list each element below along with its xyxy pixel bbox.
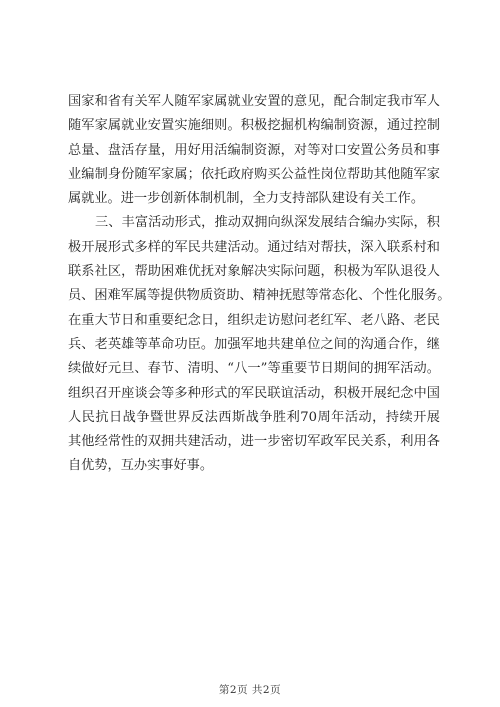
- text-line: 联系社区，帮助困难优抚对象解决实际问题，积极为军队退役人: [68, 264, 440, 280]
- text-line: 其他经常性的双拥共建活动，进一步密切军政军民关系，利用各: [68, 434, 440, 450]
- text-line: 业编制身份随军家属；依托政府购买公益性岗位帮助其他随军家: [68, 166, 440, 182]
- text-line: 在重大节日和重要纪念日，组织走访慰问老红军、老八路、老民: [68, 312, 440, 328]
- text-line: 随军家属就业安置实施细则。积极挖掘机构编制资源，通过控制: [68, 118, 440, 134]
- text-line: 极开展形式多样的军民共建活动。通过结对帮扶，深入联系村和: [68, 239, 440, 255]
- paragraph-2: [68, 211, 451, 478]
- page-footer: [0, 682, 500, 697]
- text-line: 人民抗日战争暨世界反法西斯战争胜利70周年活动，持续开展: [68, 409, 440, 425]
- text-line: 三、丰富活动形式，推动双拥向纵深发展结合编办实际，积: [95, 215, 440, 231]
- text-line: 续做好元旦、春节、清明、“八一”等重要节日期间的拥军活动。: [68, 361, 440, 377]
- text-line: 属就业。进一步创新体制机制，全力支持部队建设有关工作。: [68, 191, 425, 207]
- text-line: 员、困难军属等提供物质资助、精神抚慰等常态化、个性化服务。: [68, 288, 451, 304]
- body-text: [68, 90, 451, 479]
- text-line: 自优势，互办实事好事。: [68, 458, 214, 474]
- text-line: 总量、盘活存量，用好用活编制资源，对等对口安置公务员和事: [68, 142, 440, 158]
- page-number: 第2页 共2页: [218, 684, 282, 696]
- text-line: 兵、老英雄等革命功臣。加强军地共建单位之间的沟通合作，继: [68, 336, 440, 352]
- text-line: 组织召开座谈会等多种形式的军民联谊活动，积极开展纪念中国: [68, 385, 440, 401]
- paragraph-1: [68, 90, 440, 211]
- text-line: 国家和省有关军人随军家属就业安置的意见，配合制定我市军人: [68, 94, 440, 109]
